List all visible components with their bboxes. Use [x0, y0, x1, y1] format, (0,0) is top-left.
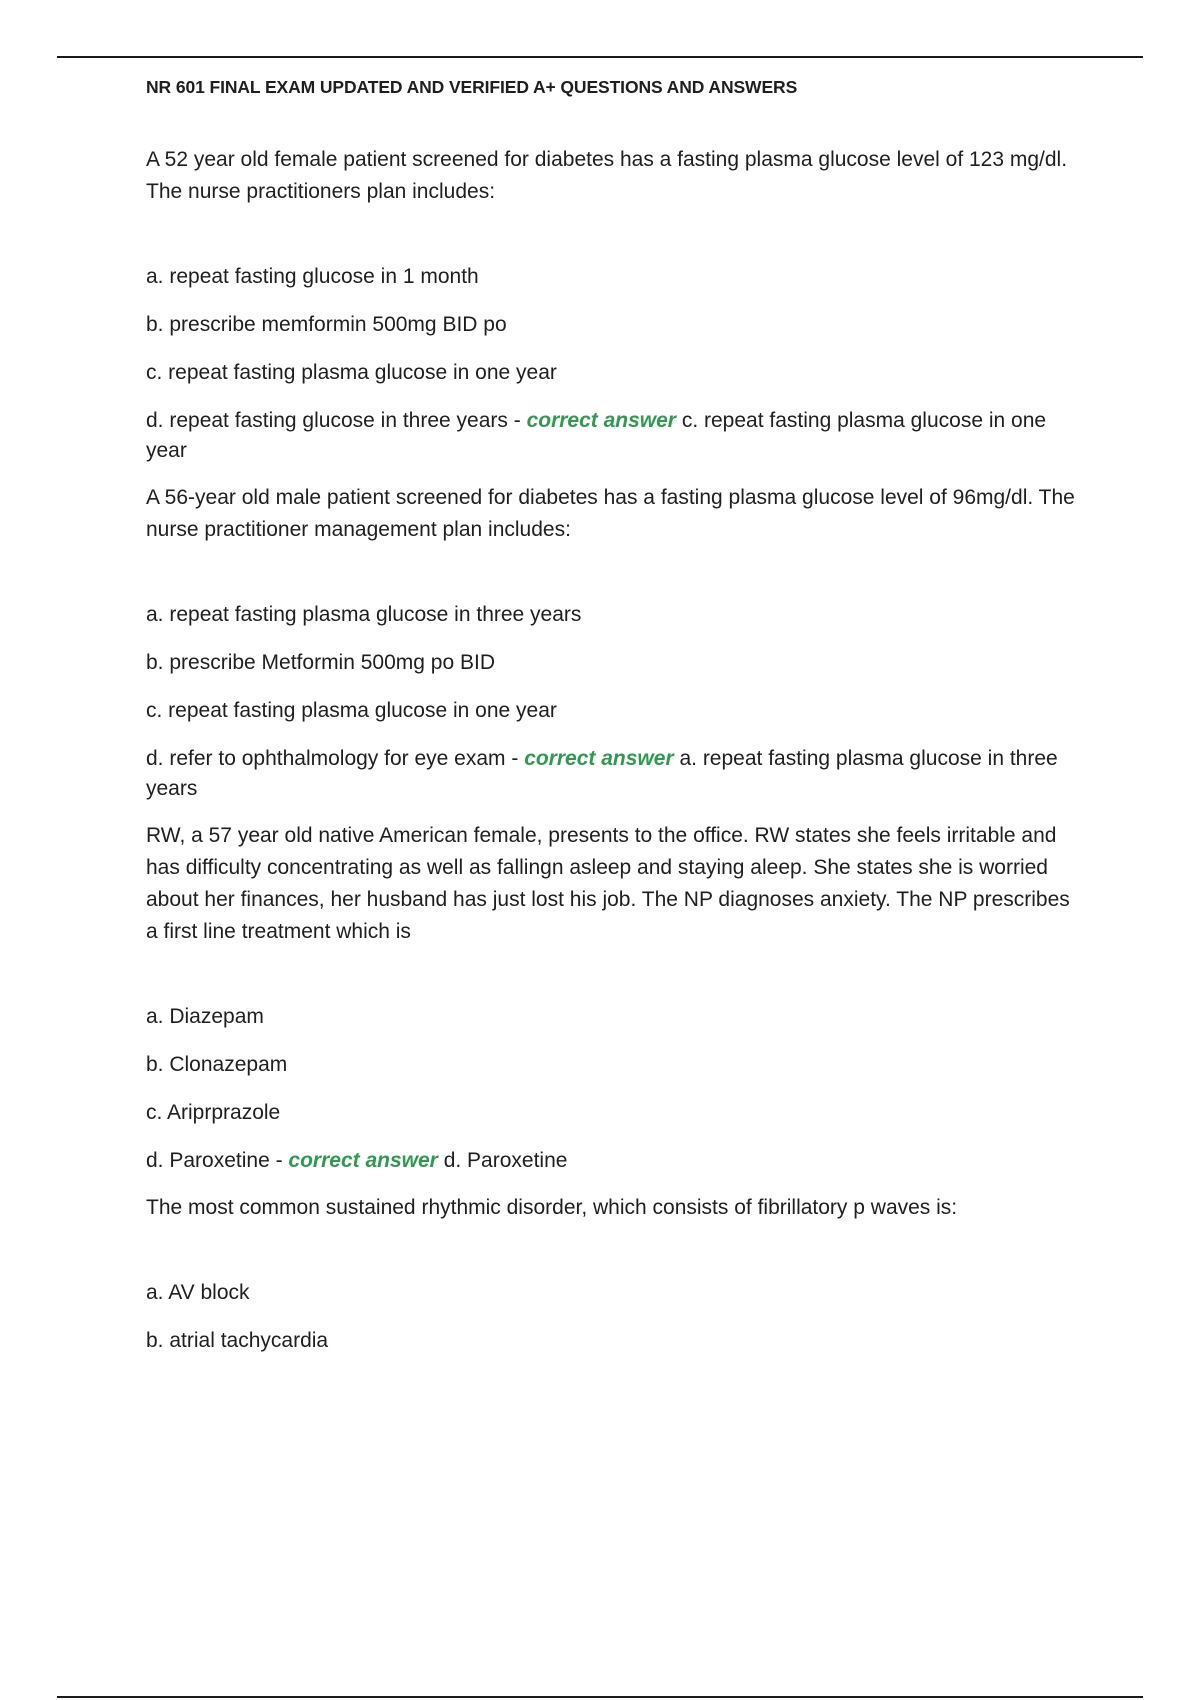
question-1-answer: c. repeat fasting plasma glucose in one year — [146, 409, 1047, 462]
question-1-option-b: b. prescribe memformin 500mg BID po — [146, 313, 507, 336]
question-1-option-d: d. repeat fasting glucose in three years — [146, 409, 508, 432]
question-1-option-c: c. repeat fasting plasma glucose in one year — [146, 361, 557, 384]
question-2-option-d: d. refer to ophthalmology for eye exam — [146, 747, 506, 770]
question-2-option-a: a. repeat fasting plasma glucose in three years — [146, 603, 582, 626]
separator: - — [505, 747, 525, 770]
correct-answer-label: correct answer — [288, 1149, 438, 1172]
question-3-answer-line — [146, 1146, 1086, 1176]
question-2-answer: a. repeat fasting plasma glucose in three years — [146, 747, 1058, 800]
correct-answer-label: correct answer — [526, 409, 676, 432]
question-2-option-b: b. prescribe Metformin 500mg po BID — [146, 651, 495, 674]
top-rule — [57, 56, 1143, 58]
bottom-rule — [57, 1696, 1143, 1698]
question-2-option-c: c. repeat fasting plasma glucose in one year — [146, 699, 557, 722]
separator: - — [269, 1149, 289, 1172]
question-4-option-a: a. AV block — [146, 1281, 250, 1304]
correct-answer-label: correct answer — [524, 747, 674, 770]
question-3-answer: d. Paroxetine — [443, 1149, 568, 1172]
question-1-stem: A 52 year old female patient screened for diabetes has a fasting plasma glucose level of 123 mg/dl. The nurse practitioners plan includes: — [146, 148, 1068, 203]
question-3-stem: RW, a 57 year old native American female, presents to the office. RW states she feels irritable and has difficulty concentrating as well as fallingn asleep and staying aleep. She states she is worried about her finances, her husband has just lost his job. The NP diagnoses anxiety. The NP prescribes a first line treatment which is — [146, 824, 1070, 943]
question-3-option-c: c. Ariprprazole — [146, 1101, 281, 1124]
document-title: NR 601 FINAL EXAM UPDATED AND VERIFIED A+ QUESTIONS AND ANSWERS — [146, 77, 798, 97]
document-body — [146, 74, 1086, 1356]
question-1-option-a: a. repeat fasting glucose in 1 month — [146, 265, 479, 288]
question-2-stem: A 56-year old male patient screened for diabetes has a fasting plasma glucose level of 96mg/dl. The nurse practitioner management plan includes: — [146, 486, 1075, 541]
question-2-answer-line — [146, 744, 1086, 804]
question-4-stem: The most common sustained rhythmic disorder, which consists of fibrillatory p waves is: — [146, 1196, 958, 1219]
separator: - — [507, 409, 527, 432]
question-3-option-b: b. Clonazepam — [146, 1053, 288, 1076]
question-3-option-a: a. Diazepam — [146, 1005, 264, 1028]
question-3-option-d: d. Paroxetine — [146, 1149, 270, 1172]
question-1-answer-line — [146, 406, 1086, 466]
question-4-option-b: b. atrial tachycardia — [146, 1329, 329, 1352]
